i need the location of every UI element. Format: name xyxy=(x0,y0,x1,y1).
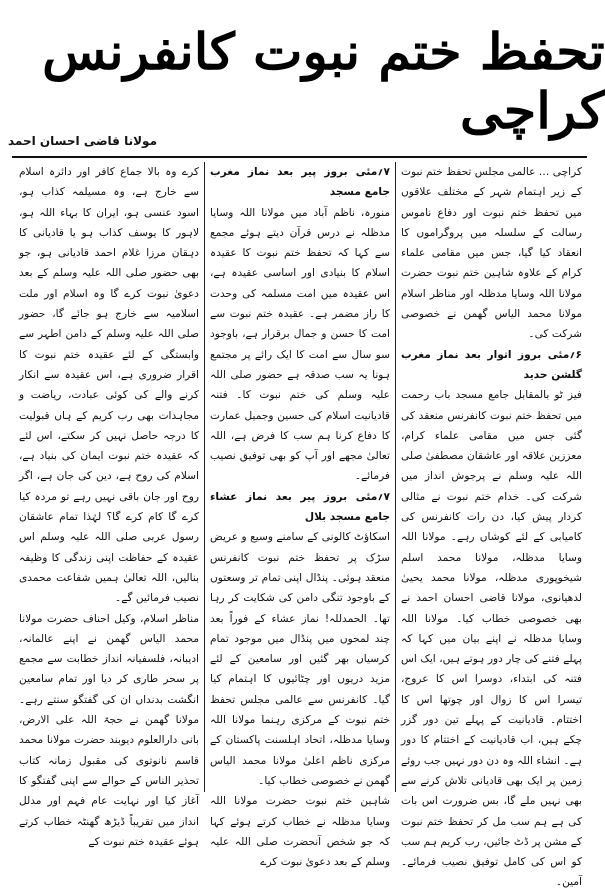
paragraph: فیز ٹو بالمقابل جامع مسجد باب رحمت میں تحفظ ختم نبوت کانفرنس منعقد کی گئی جس میں مقامی علماء کرام، معززین علاقہ اور عاشقان مصطفیٰ صلی اللہ علیہ وسلم نے پرجوش انداز میں شرکت کی۔ خدام ختم نبوت نے مثالی کردار پیش کیا، دن رات کانفرنس کی کامیابی کے لئے کوشاں رہے۔ مولانا اللہ وسایا مدظلہ، مولانا محمد اسلم شیخوپوری مدظلہ، مولانا محمد یحییٰ لدھیانوی، مولانا قاضی احسان احمد نے بھی خصوصی خطاب کیا۔ مولانا اللہ وسایا مدظلہ نے اپنے بیان میں کہا کہ پہلے فتنے کی چار دور ہوتے ہیں، ایک اس فتنہ کی ابتداء، دوسرا اس کا عروج، تیسرا اس کا زوال اور چوتھا اس کا اختتام۔ قادیانیت کے پہلے تین دور گزر چکے ہیں، اب قادیانیت کے اختتام کا دور ہے۔ انشاء اللہ وہ دن دور نہیں جب روئے زمین پر ایک بھی قادیانی تلاش کرنے سے بھی نہیں ملے گا، بس ضرورت اس بات کی ہے ہم سب مل کر تحفظ ختم نبوت کے مشن پر ڈٹ جائیں، رب کریم ہم سب کو اس کی کامل توفیق نصیب فرمائے۔ آمین۔ xyxy=(401,389,582,889)
header-divider xyxy=(12,156,587,158)
paragraph: شاہین ختم نبوت حضرت مولانا اللہ وسایا مدظلہ نے خطاب کرتے ہوئے کہا کہ جو شخص آنحضرت صلی اللہ علیہ وسلم کے بعد دعویٰ نبوت کرے xyxy=(210,795,390,869)
column-2 xyxy=(205,162,396,869)
column-3 xyxy=(14,162,205,848)
byline: مولانا قاضی احسان احمد xyxy=(8,134,157,148)
paragraph: کراچی … عالمی مجلس تحفظ ختم نبوت کے زیر اہتمام شہر کے مختلف علاقوں میں تحفظ ختم نبوت اور دفاع ناموس رسالت کے سلسلہ میں پروگراموں کا انعقاد کیا گیا، جس میں مقامی علماء کرام کے علاوہ شاہین ختم نبوت حضرت مولانا اللہ وسایا مدظلہ اور مناظر اسلام مولانا محمد الیاس گھمن نے خصوصی شرکت کی۔ xyxy=(401,166,582,341)
headline-text: تحفظ ختم نبوت کانفرنس کراچی xyxy=(42,22,605,140)
paragraph: منورہ، ناظم آباد میں مولانا اللہ وسایا مدظلہ نے درس قرآن دیتے ہوئے مجمع سے کہا کہ تحفظ ختم نبوت کا عقیدہ اسلام کا بنیادی اور اساسی عقیدہ ہے، اس عقیدہ میں امت مسلمہ کی وحدت کا راز مضمر ہے۔ عقیدہ ختم نبوت سے امت کا حسن و جمال برقرار ہے، باوجود سو سال سے امت کا ایک رائے پر مجتمع ہونا یہ سب صدقہ ہے حضور صلی اللہ علیہ وسلم کی ختم نبوت کا۔ فتنہ قادیانیت اسلام کی حسین وجمیل عمارت کا دفاع کرنا ہم سب کا فرض ہے، اللہ تعالیٰ مجھے اور آپ کو بھی توفیق نصیب فرمائے۔ xyxy=(210,206,390,483)
column-1 xyxy=(396,162,587,889)
article-columns xyxy=(12,162,587,889)
subheading: ۷؍مئی بروز پیر بعد نماز عشاء جامع مسجد بلال xyxy=(210,490,390,524)
subheading: ۶؍مئی بروز اتوار بعد نماز مغرب گلشن حدید xyxy=(401,348,582,381)
paragraph: مناظر اسلام، وکیل احناف حضرت مولانا محمد الیاس گھمن نے اپنے عالمانہ، ادیبانہ، فلسفیانہ انداز خطابت سے مجمع پر سحر طاری کر دیا اور تمام سامعین انگشت بدنداں ان کی گفتگو سنتے رہے۔ مولانا گھمن نے حجۃ اللہ علی الارض، بانی دارالعلوم دیوبند حضرت مولانا محمد قاسم نانوتوی کی مقبول زمانہ کتاب تحذیر الناس کے حوالے سے اپنی گفتگو کا آغاز کیا اور نہایت عام فہم اور مدلل انداز میں تقریباً ڈیڑھ گھنٹہ خطاب کرتے ہوئے عقیدہ ختم نبوت کے xyxy=(19,612,199,848)
subheading: ۷؍مئی بروز پیر بعد نماز مغرب جامع مسجد xyxy=(210,166,390,199)
paragraph: کرے وہ بالا جماع کافر اور دائرہ اسلام سے خارج ہے، وہ مسیلمہ کذاب ہو، اسود عنسی ہو، ایران کا بہاء اللہ ہو، لاہور کا یوسف کذاب ہو یا قادیانی کا دہقان مرزا غلام احمد قادیانی ہو، جو بھی حضور صلی اللہ علیہ وسلم کے بعد دعویٰ نبوت کرے گا وہ اسلام اور ملت اسلامیہ سے خارج ہو جائے گا، حضور صلی اللہ علیہ وسلم کے دامن اطہر سے وابستگی کے لئے عقیدہ ختم نبوت کا اقرار ضروری ہے، اس عقیدہ سے انکار کرنے والے کی کوئی عبادت، ریاضت و مجاہدات بھی رب کریم کے ہاں قبولیت کا درجہ حاصل نہیں کر سکتے، اس لئے کہ عقیدہ ختم نبوت ایمان کی بنیاد ہے، اسلام کی روح ہے، دین کی جان ہے، اگر روح اور جان باقی نہیں رہے تو مردہ کیا کرے گا کام کرے گا؟ لہٰذا تمام عاشقان رسول عربی صلی اللہ علیہ وسلم اس عقیدہ کے حفاظت اپنی زندگی کا وظیفہ بنالیں، اللہ تعالیٰ ہمیں شفاعت محمدی نصیب فرمائیں گے۔ xyxy=(19,166,199,605)
headline xyxy=(0,22,605,140)
paragraph: اسکاؤٹ کالونی کے سامنے وسیع و عریض سڑک پر تحفظ ختم نبوت کانفرنس منعقد ہوئی۔ پنڈال اپنی تمام تر وسعتوں کے باوجود تنگی دامن کی شکایت کر رہا تھا۔ الحمدللہ! نماز عشاء کے فوراً بعد چند لمحوں میں پنڈال میں موجود تمام کرسیاں بھر گئیں اور سامعین کے لئے مزید دریوں اور چٹائیوں کا اہتمام کیا گیا۔ کانفرنس سے عالمی مجلس تحفظ ختم نبوت کے مرکزی رہنما مولانا اللہ وسایا مدظلہ، اتحاد اہلسنت پاکستان کے مرکزی ناظم اعلیٰ مولانا محمد الیاس گھمن نے خصوصی خطاب کیا۔ xyxy=(210,531,390,787)
